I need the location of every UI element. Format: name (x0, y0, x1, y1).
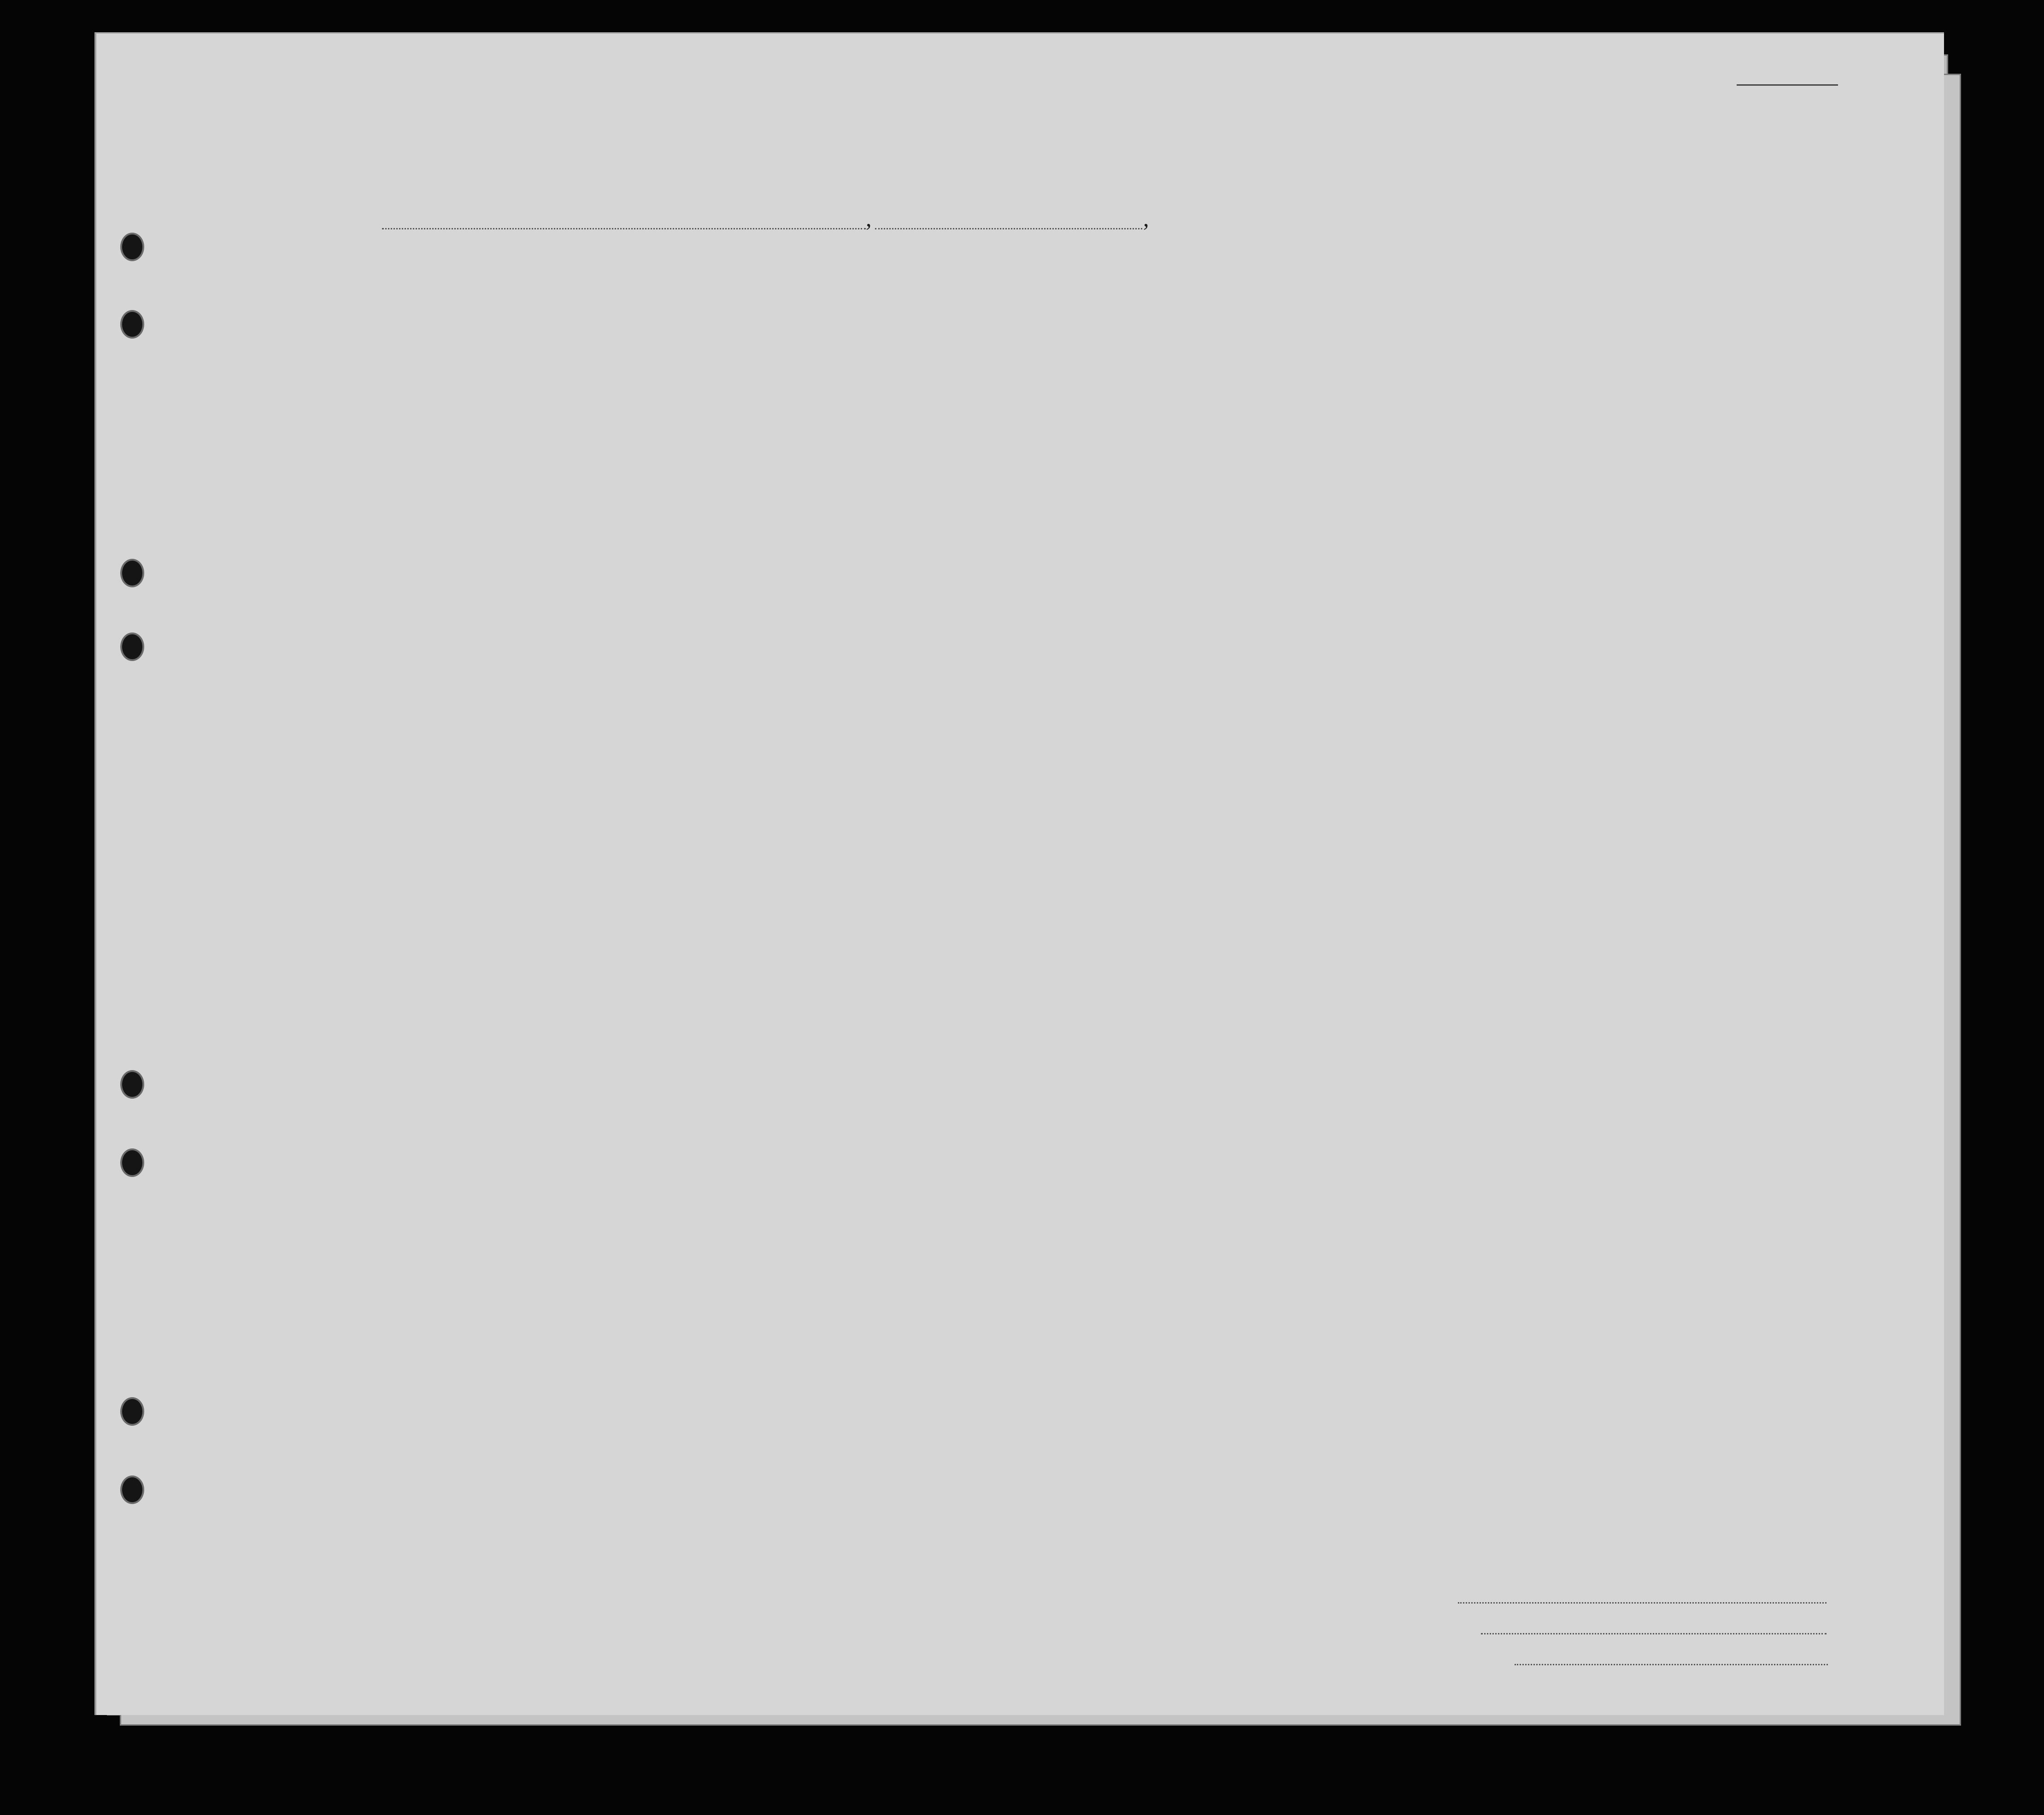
header-feet (1601, 379, 1617, 430)
header-fifty-dollars (718, 292, 737, 434)
comma: , (1143, 205, 1149, 231)
header-question-28 (1342, 292, 1403, 434)
footer-agents-rule (1515, 1664, 1828, 1665)
header-purpose-return (1156, 324, 1181, 434)
header-anarchist (1321, 292, 1339, 434)
header-excluded (1448, 292, 1468, 434)
header-ticket (589, 292, 611, 434)
footer-line-rule (1458, 1602, 1827, 1604)
footer-owners-rule (1481, 1633, 1827, 1634)
header-arrested (1471, 292, 1486, 434)
header-inches (1621, 379, 1637, 430)
manifest-sheet (94, 32, 1944, 1715)
header-purpose-citizen (1221, 324, 1246, 434)
header-prison (1255, 292, 1301, 434)
manifest-grid (96, 34, 1944, 1715)
header-purpose-length (1188, 324, 1214, 434)
header-question-29 (1407, 292, 1445, 434)
comma: , (866, 205, 872, 231)
header-polygamist (1304, 292, 1319, 434)
